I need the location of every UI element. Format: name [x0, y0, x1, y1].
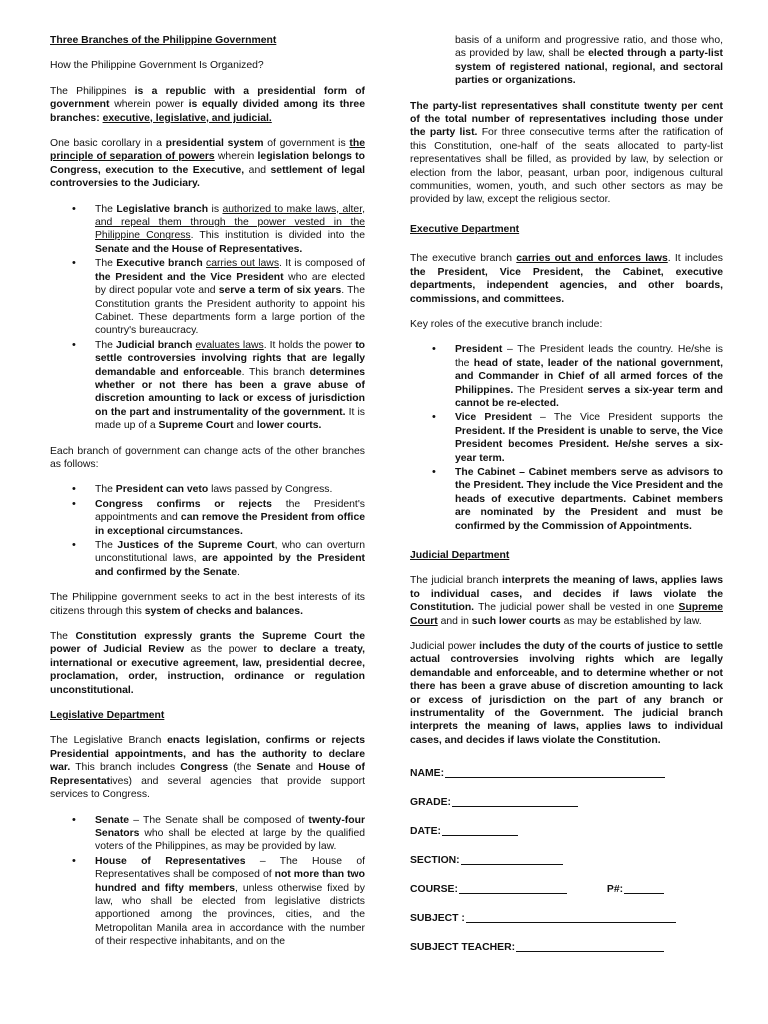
date-field[interactable] [442, 825, 518, 836]
checks-balances-paragraph: The Philippine government seeks to act in the best interests of its citizens through this system of checks and balances. [50, 592, 365, 617]
house-continuation: basis of a uniform and progressive ratio, and those who, as provided by law, shall be elected through a party-list system of registered national, regional, and sectoral parties or organizations. [455, 35, 723, 87]
section-field[interactable] [461, 854, 563, 865]
list-item: • The President can veto laws passed by Congress. [50, 483, 365, 496]
corollary-paragraph: One basic corollary in a presidential system of government is the principle of separation of powers wherein legislation belongs to Congress, execution to the Executive, and settlement of legal controversies to the Judiciary. [50, 138, 365, 190]
list-item: • Senate – The Senate shall be composed of twenty-four Senators who shall be elected at large by the qualified voters of the Philippines, as may be provided by law. [50, 814, 365, 854]
name-field[interactable] [445, 767, 665, 778]
list-item: • The Executive branch carries out laws. It is composed of the President and the Vice President who are elected by direct popular vote and serve a term of six years. The Constitution grants the President authority to appoint his Cabinet. These departments form a large portion of the country's bureaucracy. [50, 257, 365, 337]
list-item: • House of Representatives – The House of Representatives shall be composed of not more than two hundred and fifty members, unless otherwise fixed by law, who shall be elected from legislative districts apportioned among the provinces, cities, and the Metropolitan Manila area in accordance with the number of their respective inhabitants, and on the [50, 855, 365, 949]
pnum-label: P#: [606, 884, 624, 896]
right-column [410, 34, 723, 970]
checks-list [50, 483, 365, 579]
teacher-field[interactable] [516, 941, 664, 952]
intro-paragraph: The Philippines is a republic with a presidential form of government wherein power is equally divided among its three branches: executive, legislative, and judicial. [50, 85, 366, 124]
congress-list [50, 814, 365, 949]
name-label: NAME: [410, 768, 445, 780]
judicial-intro: The judicial branch interprets the meaning of laws, applies laws to individual cases, and decides if laws violate the Constitution. The judicial power shall be vested in one Supreme Court and in such lower courts as may be established by law. [410, 575, 723, 627]
branches-list [50, 203, 365, 433]
list-item: • The Legislative branch is authorized to make laws, alter, and repeal them through the power vested in the Philippine Congress. This institution is divided into the Senate and the House of Representatives. [50, 203, 365, 257]
party-list-paragraph: The party-list representatives shall constitute twenty per cent of the total number of representatives including those under the party list. For three consecutive terms after the ratification of this Constitution, one-half of the seats allocated to party-list representatives shall be filled, as provided by law, by selection or election from the labor, peasant, urban poor, indigenous cultural communities, women, youth, and such other sectors as may be provided by law, except the religious sector. [410, 100, 723, 206]
list-item: • The Justices of the Supreme Court, who can overturn unconstitutional laws, are appointed by the President and confirmed by the Senate. [50, 539, 365, 579]
subject-row [410, 912, 723, 941]
teacher-label: SUBJECT TEACHER: [410, 942, 516, 954]
date-label: DATE: [410, 826, 441, 838]
legislative-heading: Legislative Department [50, 710, 165, 722]
left-column [50, 34, 365, 949]
course-field[interactable] [459, 883, 567, 894]
legislative-intro: The Legislative Branch enacts legislation, confirms or rejects Presidential appointments, and has the authority to declare war. This branch includes Congress (the Senate and House of Representatives) and several agencies that provide support services to Congress. [50, 735, 365, 801]
change-intro: Each branch of government can change acts of the other branches as follows: [50, 445, 365, 470]
section-label: SECTION: [410, 855, 460, 867]
pnum-field[interactable] [624, 883, 664, 894]
list-item: • The Cabinet – Cabinet members serve as advisors to the President. They include the Vice President and the heads of executive departments. Cabinet members are nominated by the President and must be confirmed by the Commission of Appointments. [410, 466, 723, 533]
grade-field[interactable] [452, 796, 578, 807]
date-row [410, 825, 723, 854]
name-row [410, 767, 723, 796]
list-item: • Congress confirms or rejects the President's appointments and can remove the President from office in exceptional circumstances. [50, 498, 365, 538]
key-roles-label: Key roles of the executive branch include: [410, 318, 603, 330]
list-item: • President – The President leads the country. He/she is the head of state, leader of the national government, and Commander in Chief of all armed forces of the Philippines. The President serves a six-year term and cannot be re-elected. [410, 343, 723, 410]
constitution-paragraph: The Constitution expressly grants the Supreme Court the power of Judicial Review as the power to declare a treaty, international or executive agreement, law, presidential decree, proclamation, order, instruction, ordinance or regulation unconstitutional. [50, 631, 365, 696]
roles-list [410, 343, 723, 533]
student-info-form [410, 767, 723, 970]
subtitle: How the Philippine Government Is Organized? [50, 60, 264, 72]
section-row [410, 854, 723, 883]
judicial-heading: Judicial Department [410, 550, 510, 561]
grade-label: GRADE: [410, 797, 451, 809]
page-title: Three Branches of the Philippine Government [50, 35, 277, 46]
grade-row [410, 796, 723, 825]
judicial-power-paragraph: Judicial power includes the duty of the courts of justice to settle actual controversies involving rights which are legally demandable and enforceable, and to determine whether or not there has been a grave abuse of discretion amounting to lack or excess of jurisdiction on the part of any branch or instrumentality of the Government. The judicial branch interprets the meaning of laws, applies laws to individual cases, and decides if laws violate the Constitution. [410, 641, 723, 746]
list-item: • The Judicial branch evaluates laws. It holds the power to settle controversies involving rights that are legally demandable and enforceable. This branch determines whether or not there has been a grave abuse of discretion amounting to lack or excess of jurisdiction on the part and instrumentality of the government. It is made up of a Supreme Court and lower courts. [50, 339, 365, 433]
executive-heading: Executive Department [410, 223, 520, 235]
course-row [410, 883, 723, 912]
list-item: • Vice President – The Vice President supports the President. If the President is unable to serve, the Vice President becomes President. He/she serves a six-year term. [410, 411, 723, 465]
teacher-row [410, 941, 723, 970]
subject-field[interactable] [466, 912, 676, 923]
course-label: COURSE: [410, 884, 458, 896]
executive-intro: The executive branch carries out and enforces laws. It includes the President, Vice President, the Cabinet, executive departments, independent agencies, and other boards, commissions, and committees. [410, 253, 723, 305]
subject-label: SUBJECT : [410, 913, 465, 925]
